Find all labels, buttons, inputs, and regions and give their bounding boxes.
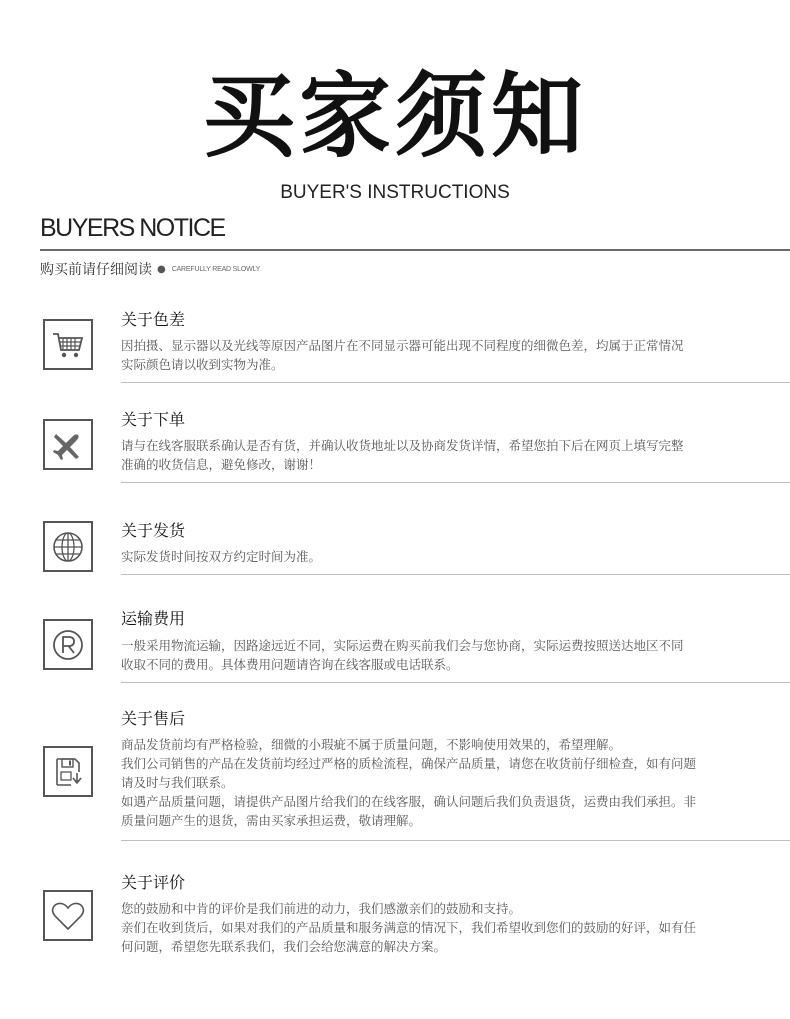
section-divider bbox=[121, 574, 790, 575]
body-line: 准确的收货信息，避免修改，谢谢！ bbox=[121, 457, 322, 472]
notice-label: BUYERS NOTICE bbox=[40, 214, 225, 242]
section-body bbox=[121, 547, 771, 566]
registered-icon bbox=[43, 619, 93, 670]
subtitle-bullet: ● bbox=[157, 263, 166, 275]
subtitle-line bbox=[40, 258, 260, 280]
section-title: 关于评价 bbox=[121, 873, 186, 892]
body-line: 我们公司销售的产品在发货前均经过严格的质检流程，确保产品质量，请您在收货前仔细检查，如有问题 bbox=[121, 756, 697, 771]
body-line: 如遇产品质量问题，请提供产品图片给我们的在线客服，确认问题后我们负责退货，运费由我们承担。非 bbox=[121, 794, 697, 809]
section-divider bbox=[121, 682, 790, 683]
section-body bbox=[121, 336, 771, 374]
notice-divider bbox=[40, 249, 790, 251]
body-line: 实际颜色请以收到实物为准。 bbox=[121, 357, 284, 372]
body-line: 因拍摄、显示器以及光线等原因产品图片在不同显示器可能出现不同程度的细微色差，均属于正常情况 bbox=[121, 338, 684, 353]
body-line: 请及时与我们联系。 bbox=[121, 775, 234, 790]
body-line: 质量问题产生的退货，需由买家承担运费，敬请理解。 bbox=[121, 813, 422, 828]
section-title: 运输费用 bbox=[121, 609, 186, 628]
globe-icon bbox=[43, 521, 93, 572]
body-line: 何问题，希望您先联系我们，我们会给您满意的解决方案。 bbox=[121, 939, 447, 954]
section-body bbox=[121, 899, 771, 956]
save-download-icon bbox=[43, 746, 93, 797]
section-title: 关于发货 bbox=[121, 521, 186, 540]
page-title-cn: 买家须知 bbox=[202, 63, 587, 170]
body-line: 收取不同的费用。具体费用问题请咨询在线客服或电话联系。 bbox=[121, 657, 459, 672]
section-divider bbox=[121, 382, 790, 383]
section-divider bbox=[121, 482, 790, 483]
subtitle-en: CAREFULLY READ SLOWLY bbox=[171, 265, 261, 273]
section-divider bbox=[121, 840, 790, 841]
section-title: 关于售后 bbox=[121, 709, 186, 728]
body-line: 请与在线客服联系确认是否有货，并确认收货地址以及协商发货详情，希望您拍下后在网页上填写完整 bbox=[121, 438, 684, 453]
section-title: 关于下单 bbox=[121, 410, 186, 429]
body-line: 一般采用物流运输，因路途远近不同，实际运费在购买前我们会与您协商，实际运费按照送达地区不同 bbox=[121, 638, 684, 653]
subtitle-cn: 购买前请仔细阅读 bbox=[40, 262, 152, 278]
body-line: 亲们在收到货后，如果对我们的产品质量和服务满意的情况下，我们希望收到您们的鼓励的好评，如有任 bbox=[121, 920, 697, 935]
heart-icon bbox=[43, 890, 93, 941]
body-line: 您的鼓励和中肯的评价是我们前进的动力，我们感激亲们的鼓励和支持。 bbox=[121, 901, 522, 916]
page-title-en: BUYER'S INSTRUCTIONS bbox=[280, 182, 510, 203]
body-line: 商品发货前均有严格检验，细微的小瑕疵不属于质量问题，不影响使用效果的，希望理解。 bbox=[121, 737, 622, 752]
body-line: 实际发货时间按双方约定时间为准。 bbox=[121, 549, 322, 564]
section-body bbox=[121, 636, 771, 674]
section-body bbox=[121, 735, 771, 830]
shopping-cart-icon bbox=[43, 319, 93, 370]
section-title: 关于色差 bbox=[121, 310, 186, 329]
airplane-icon bbox=[43, 419, 93, 470]
section-body bbox=[121, 436, 771, 474]
